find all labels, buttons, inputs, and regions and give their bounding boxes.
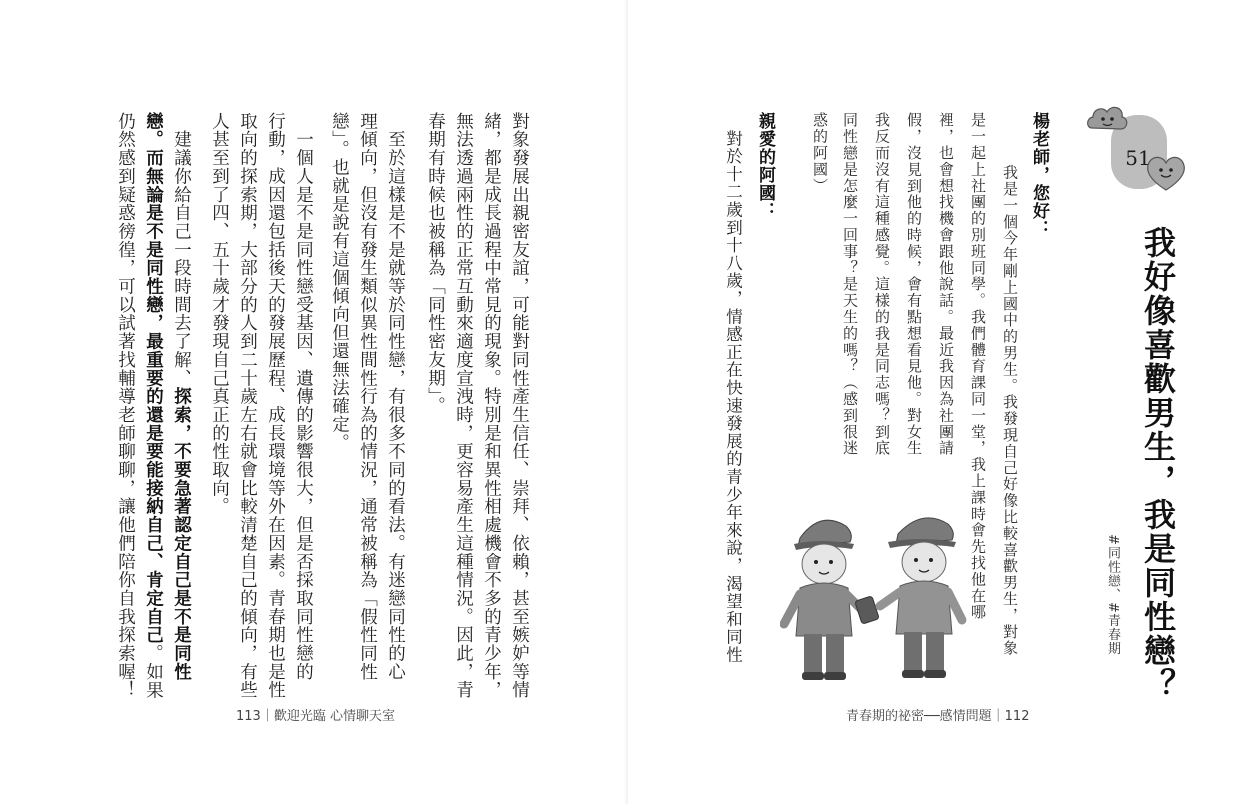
advice-column-2 <box>144 112 162 699</box>
left-body-column-4: 春期有時候也被稱為「同性密友期」。 <box>425 112 446 416</box>
advice-column-2-text: 。如果 <box>143 644 164 700</box>
left-page <box>0 0 627 804</box>
advice-column-1-bold: 探索，不要急著認定自己是不是同性 <box>171 387 192 681</box>
left-body-column-1: 對象發展出親密友誼，可能對同性產生信任、崇拜、依賴，甚至嫉妒等情 <box>509 112 530 700</box>
left-body-column-5: 至於這樣是不是就等於同性戀，有很多不同的看法。有迷戀同性的心 <box>385 112 406 681</box>
page-title: 我好像喜歡男生，我是同性戀？ <box>1139 226 1177 702</box>
boy-right-figure <box>880 518 962 678</box>
advice-column-3: 仍然感到疑惑徬徨，可以試著找輔導老師聊聊，讓他們陪你自我探索喔！ <box>115 112 136 700</box>
left-body-column-8: 一個人是不是同性戀受基因、遺傳的影響很大，但是否採取同性戀的 <box>293 112 314 681</box>
left-body-column-11: 人甚至到了四、五十歲才發現自己真正的性取向。 <box>209 112 230 516</box>
left-body-column-7: 戀」。也就是說有這個傾向但還無法確定。 <box>329 112 350 452</box>
letter-column-5: 我反而沒有這種感覺。這樣的我是同志嗎？到底 <box>873 112 891 457</box>
letter-column-1: 我是一個今年剛上國中的男生。我發現自己好像比較喜歡男生，對象 <box>1001 148 1019 657</box>
topic-tags: #同性戀、#青春期 <box>1105 534 1120 656</box>
letter-column-6: 同性戀是怎麼一回事？是天生的嗎？（感到很迷 <box>841 112 859 457</box>
letter-column-4: 假，沒見到他的時候，會有點想看見他。對女生 <box>905 112 923 457</box>
left-body-column-2: 緒，都是成長過程中常見的現象。特別是和異性相處機會不多的青少年， <box>481 112 502 700</box>
reply-column-1: 對於十二歲到十八歲，情感正在快速發展的青少年來說，渴望和同性 <box>723 112 743 664</box>
letter-salutation: 楊老師，您好： <box>1029 112 1049 238</box>
boy-left-figure <box>784 520 864 680</box>
reply-salutation: 親愛的阿國： <box>755 112 775 220</box>
cloud-face-icon <box>1084 100 1130 140</box>
advice-column-2-bold: 戀。而無論是不是同性戀，最重要的還是要能接納自己、肯定自己 <box>143 112 164 645</box>
letter-column-3: 裡，也會想找機會跟他說話。最近我因為社團請 <box>937 112 955 457</box>
left-body-column-3: 無法透過兩性的正常互動來適度宣洩時，更容易產生這種情況。因此，青 <box>453 112 474 700</box>
advice-column-1 <box>172 112 190 681</box>
letter-column-7: 惑的阿國） <box>811 112 829 194</box>
left-body-column-10: 取向的探索期，大部分的人到二十歲左右就會比較清楚自己的傾向，有些 <box>237 112 258 700</box>
left-footer-folio: 113｜歡迎光臨 心情聊天室 <box>236 709 395 724</box>
advice-column-1-text: 建議你給自己一段時間去了解、 <box>171 112 192 388</box>
left-body-column-9: 行動，成因還包括後天的發展歷程、成長環境等外在因素。青春期也是性 <box>265 112 286 700</box>
chapter-number: 51 <box>1125 146 1151 170</box>
letter-column-2: 是一起上社團的別班同學。我們體育課同一堂，我上課時會先找他在哪 <box>969 112 987 621</box>
left-body-column-6: 理傾向，但沒有發生類似異性間性行為的情況，通常被稱為「假性同性 <box>357 112 378 681</box>
two-boys-illustration <box>780 508 990 683</box>
right-footer-folio: 青春期的祕密──感情問題｜112 <box>846 709 1030 724</box>
